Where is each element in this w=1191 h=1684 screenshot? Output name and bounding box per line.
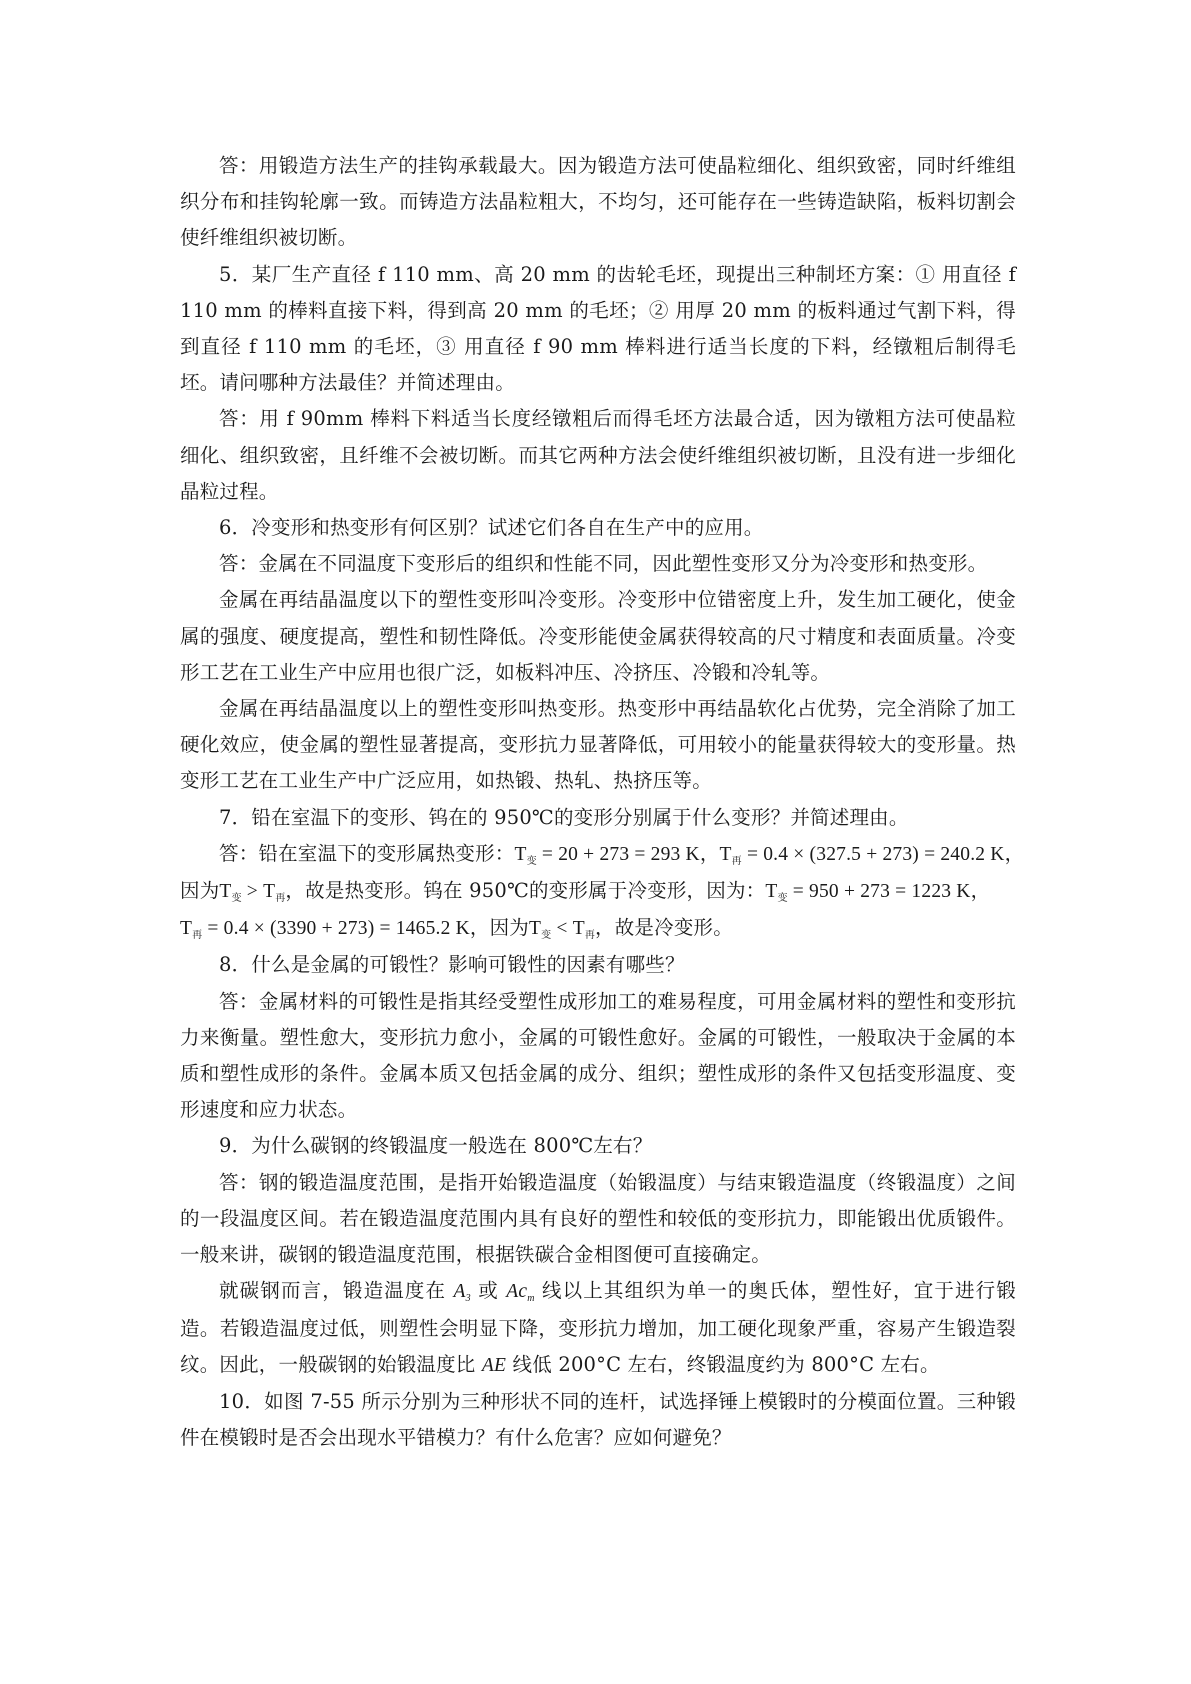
answer-paragraph: 答：用 f 90mm 棒料下料适当长度经镦粗后而得毛坯方法最合适，因为镦粗方法可使晶粒细化、组织致密，且纤维不会被切断。而其它两种方法会使纤维组织被切断，且没有进一步细化晶粒过程。 xyxy=(180,407,1016,503)
temperature-symbol: $T_变$ xyxy=(529,918,552,942)
temperature-symbol: $T_变$ xyxy=(514,843,537,867)
formula-line-2: 因为$T_变 > T_再$，故是热变形。钨在 950℃的变形属于冷变形，因为：$T_变 = 950 + 273 = 1223$ K， xyxy=(180,879,991,905)
temperature-symbol: $T_再$ xyxy=(263,881,286,905)
a3-symbol: $A_3$ xyxy=(453,1281,471,1305)
document-body xyxy=(180,148,1025,1456)
formula-line-3: $T_再 = 0.4 \times (3390 + 273) = 1465.2$ K，因为$T_变 < T_再$，故是冷变形。 xyxy=(180,916,733,942)
temperature-symbol: $T_变$ xyxy=(219,881,242,905)
answer-paragraph: 答：钢的锻造温度范围，是指开始锻造温度（始锻温度）与结束锻造温度（终锻温度）之间的一段温度区间。若在锻造温度范围内具有良好的塑性和较低的变形抗力，即能锻出优质锻件。一般来讲，碳钢的锻造温度范围，根据铁碳合金相图便可直接确定。 xyxy=(180,1170,1016,1267)
body-paragraph: 金属在再结晶温度以下的塑性变形叫冷变形。冷变形中位错密度上升，发生加工硬化，使金属的强度、硬度提高，塑性和韧性降低。冷变形能使金属获得较高的尺寸精度和表面质量。冷变形工艺在工业生产中应用也很广泛，如板料冲压、冷挤压、冷锻和冷轧等。 xyxy=(180,588,1016,684)
question-8: 8．什么是金属的可锻性？影响可锻性的因素有哪些？ xyxy=(219,953,685,977)
body-paragraph: 就碳钢而言，锻造温度在 $A_3$ 或 $Ac_m$ 线以上其组织为单一的奥氏体，塑性好，宜于进行锻造。若锻造温度过低，则塑性会明显下降，变形抗力增加，加工硬化现象严重，容易产生锻造裂纹。因此，一般碳钢的始锻温度比 AE 线低 200°C 左右，终锻温度约为 800°C 左右。 xyxy=(180,1279,1017,1376)
ae-symbol: AE xyxy=(481,1354,507,1376)
question-10: 10．如图 7-55 所示分别为三种形状不同的连杆，试选择锤上模锻时的分模面位置。三种锻件在模锻时是否会出现水平错模力？有什么危害？应如何避免？ xyxy=(180,1389,1016,1450)
question-6: 6．冷变形和热变形有何区别？试述它们各自在生产中的应用。 xyxy=(219,516,764,540)
question-9: 9．为什么碳钢的终锻温度一般选在 800℃左右？ xyxy=(219,1134,653,1158)
answer-paragraph: 答：金属在不同温度下变形后的组织和性能不同，因此塑性变形又分为冷变形和热变形。 xyxy=(219,552,988,576)
question-5: 5．某厂生产直径 f 110 mm、高 20 mm 的齿轮毛坯，现提出三种制坯方案：① 用直径 f 110 mm 的棒料直接下料，得到高 20 mm 的毛坯；② 用厚 20 mm 的板料通过气割下料，得到直径 f 110 mm 的毛坯，③ 用直径 f 90 mm 棒料进行适当长度的下料，经镦粗后制得毛坯。请问哪种方法最佳？并简述理由。 xyxy=(180,262,1016,395)
body-paragraph: 金属在再结晶温度以上的塑性变形叫热变形。热变形中再结晶软化占优势，完全消除了加工硬化效应，使金属的塑性显著提高，变形抗力显著降低，可用较小的能量获得较大的变形量。热变形工艺在工业生产中广泛应用，如热锻、热轧、热挤压等。 xyxy=(180,697,1016,793)
answer-paragraph: 答：用锻造方法生产的挂钩承载最大。因为锻造方法可使晶粒细化、组织致密，同时纤维组织分布和挂钩轮廓一致。而铸造方法晶粒粗大，不均匀，还可能存在一些铸造缺陷，板料切割会使纤维组织被切断。 xyxy=(180,154,1016,250)
temperature-symbol: $T_再$ xyxy=(180,918,203,942)
temperature-symbol: $T_再$ xyxy=(572,918,596,942)
acm-symbol: $Ac_m$ xyxy=(506,1281,535,1305)
answer-paragraph: 答：金属材料的可锻性是指其经受塑性成形加工的难易程度，可用金属材料的塑性和变形抗力来衡量。塑性愈大，变形抗力愈小，金属的可锻性愈好。金属的可锻性，一般取决于金属的本质和塑性成形的条件。金属本质又包括金属的成分、组织；塑性成形的条件又包括变形温度、变形速度和应力状态。 xyxy=(180,989,1016,1122)
formula-line-1: 答：铅在室温下的变形属热变形：$T_变 = 20 + 273 = 293$ K，$T_再 = 0.4 \times (327.5 + 273) = 240.2$ K， xyxy=(219,841,1025,867)
question-7: 7．铅在室温下的变形、钨在的 950℃的变形分别属于什么变形？并简述理由。 xyxy=(219,805,909,829)
temperature-symbol: $T_变$ xyxy=(765,881,788,905)
temperature-symbol: $T_再$ xyxy=(719,843,742,867)
